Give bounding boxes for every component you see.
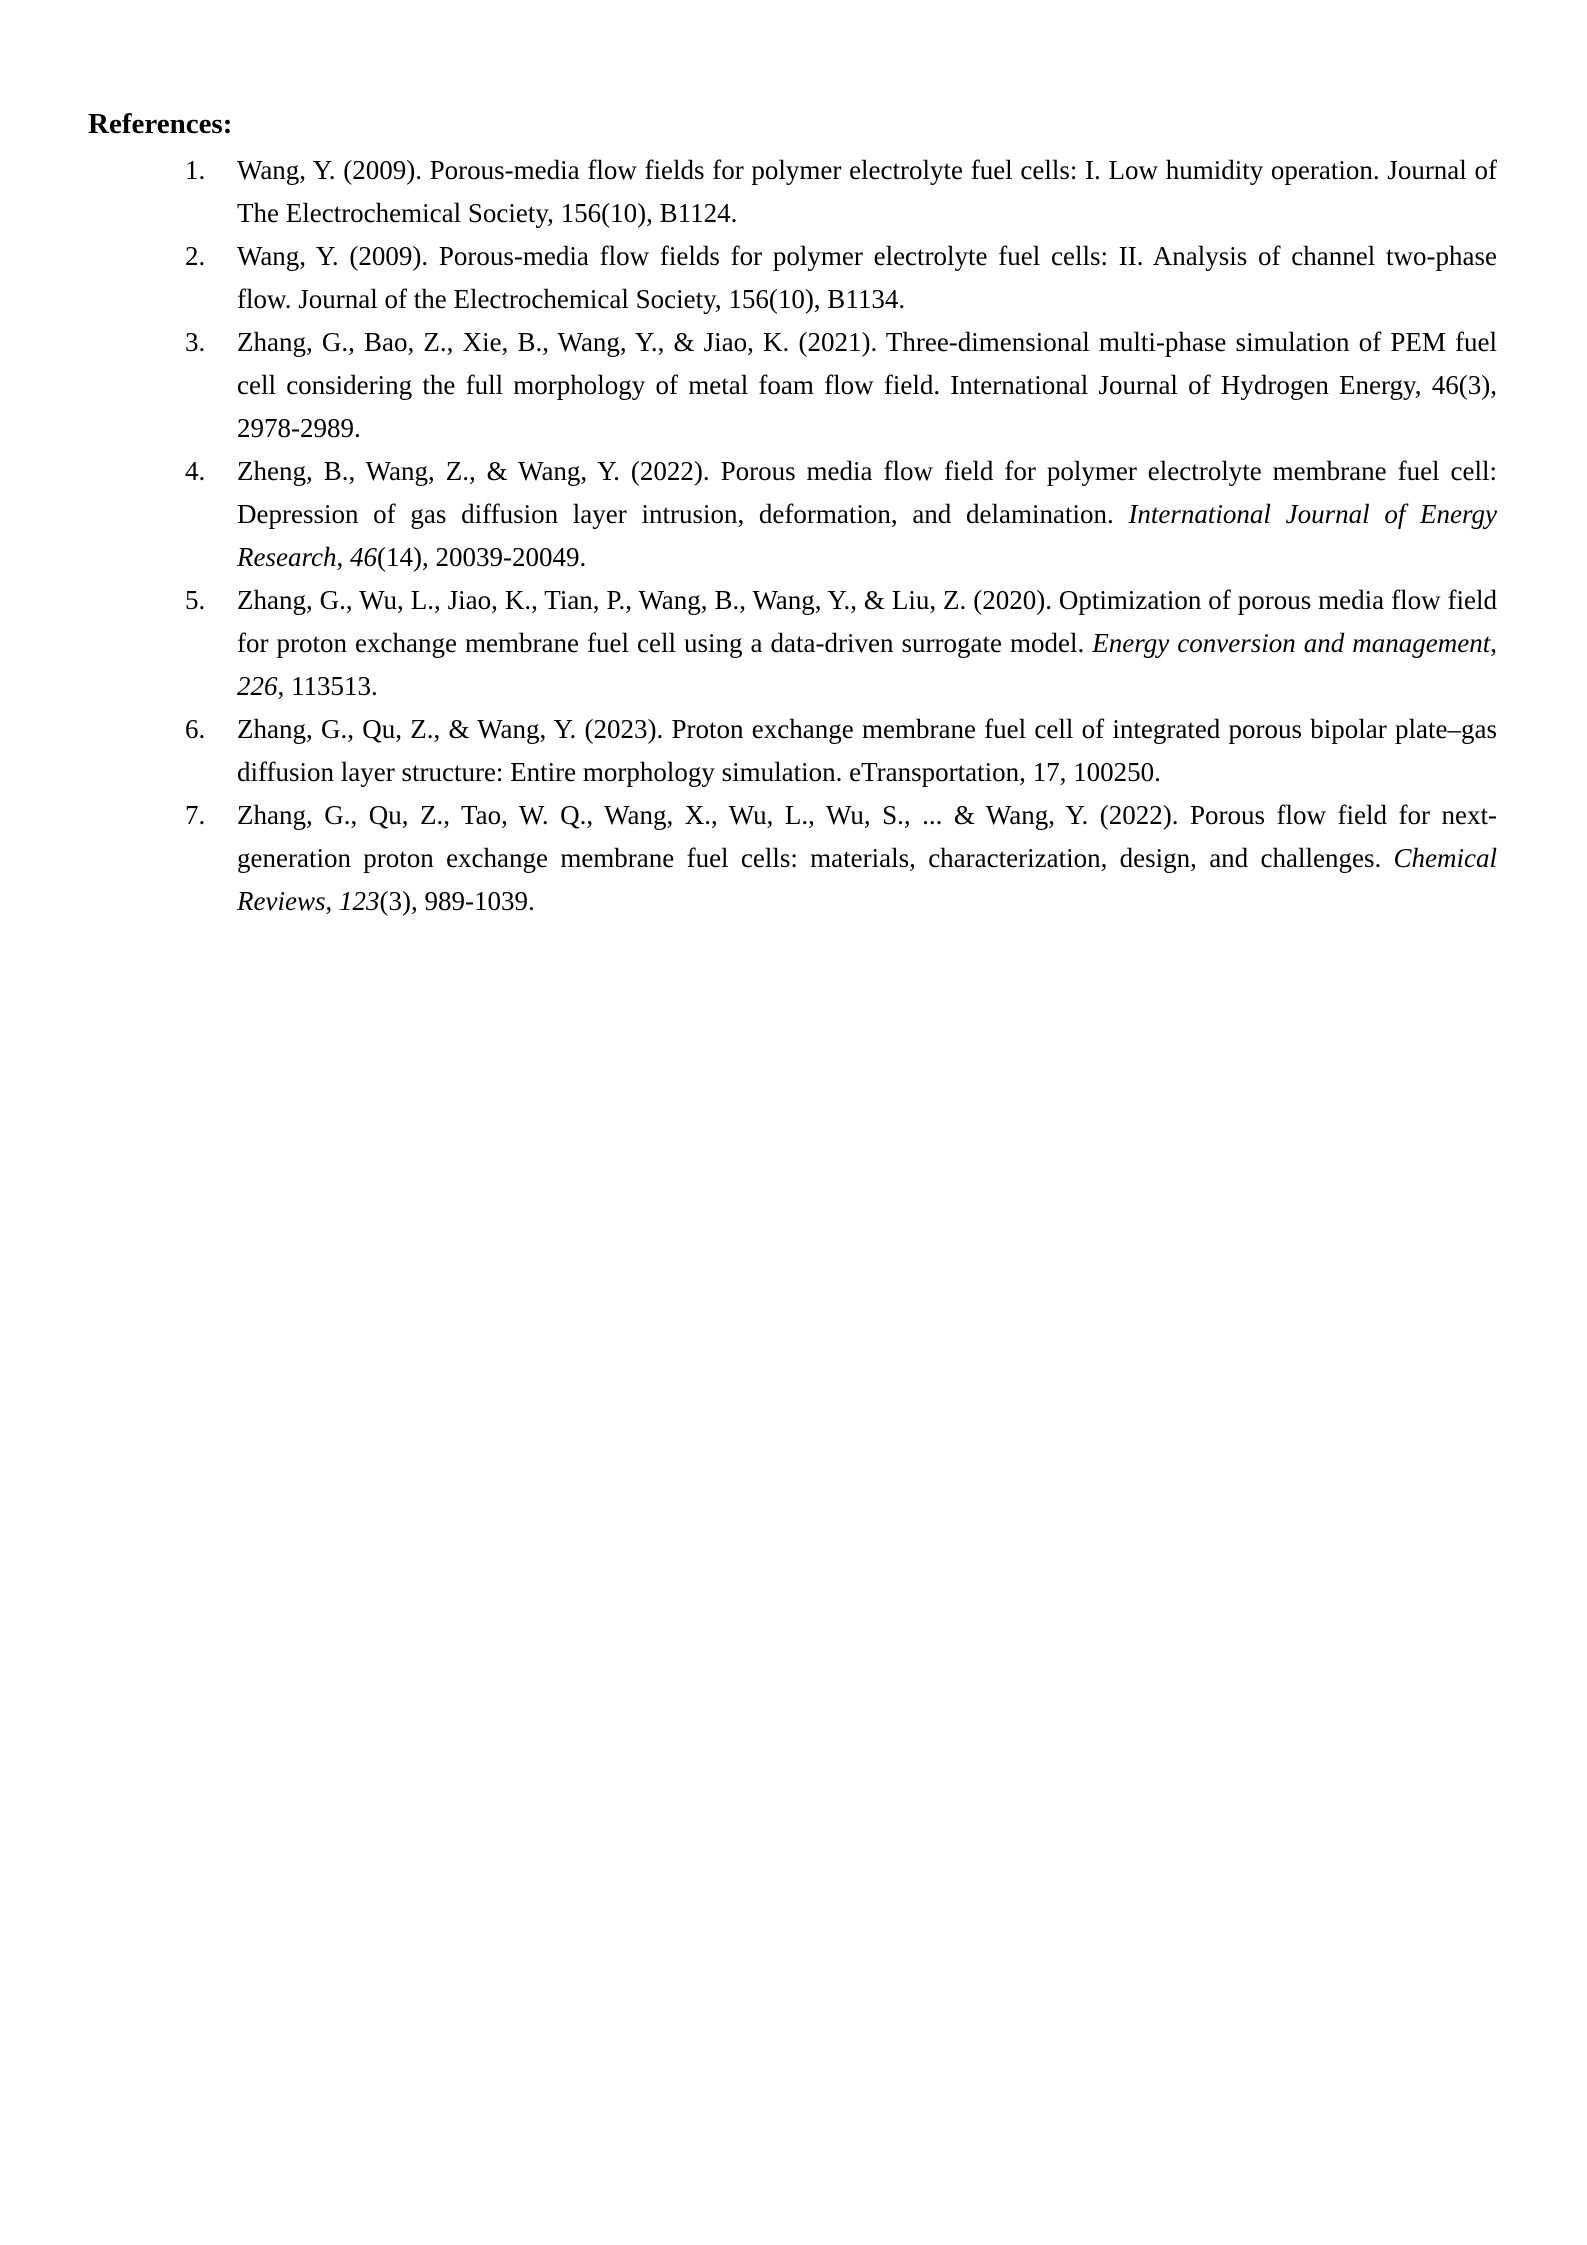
reference-segment: (3), 989-1039.	[379, 886, 535, 916]
references-list	[88, 149, 1497, 923]
reference-segment: Zhang, G., Qu, Z., & Wang, Y. (2023). Proton exchange membrane fuel cell of integrated porous bipolar plate–gas diffusion layer structure: Entire morphology simulation. eTransportation, 17, 100250.	[237, 714, 1497, 787]
reference-segment: ,	[1490, 628, 1497, 658]
reference-segment: ,	[325, 886, 339, 916]
reference-segment-italic: Chemical Reviews	[237, 843, 1497, 916]
reference-number: 2.	[185, 241, 206, 271]
reference-item	[185, 149, 1497, 235]
reference-number: 5.	[185, 585, 206, 615]
reference-segment: , 113513.	[277, 671, 378, 701]
reference-text	[237, 708, 1497, 794]
reference-text	[237, 794, 1497, 923]
reference-number: 7.	[185, 800, 206, 830]
reference-item	[185, 579, 1497, 708]
reference-text	[237, 579, 1497, 708]
reference-item	[185, 321, 1497, 450]
reference-segment: Zhang, G., Bao, Z., Xie, B., Wang, Y., & Jiao, K. (2021). Three-dimensional multi-phase simulation of PEM fuel cell considering the full morphology of metal foam flow field. International Journal of Hydrogen Energy, 46(3), 2978-2989.	[237, 327, 1497, 443]
reference-segment-italic: 123	[338, 886, 380, 916]
reference-text	[237, 450, 1497, 579]
reference-segment-italic: International Journal of Energy Research	[237, 499, 1498, 572]
reference-item	[185, 794, 1497, 923]
reference-number: 1.	[185, 155, 206, 185]
reference-number: 3.	[185, 327, 206, 357]
reference-number: 6.	[185, 714, 206, 744]
reference-text	[237, 149, 1497, 235]
reference-segment: Zheng, B., Wang, Z., & Wang, Y. (2022). Porous media flow field for polymer electrolyte membrane fuel cell: Depression of gas diffusion layer intrusion, deformation, and delamination.	[237, 456, 1497, 529]
reference-text	[237, 321, 1497, 450]
reference-item	[185, 708, 1497, 794]
reference-number: 4.	[185, 456, 206, 486]
reference-item	[185, 235, 1497, 321]
reference-segment: (14), 20039-20049.	[376, 542, 587, 572]
reference-text	[237, 235, 1497, 321]
reference-segment: Wang, Y. (2009). Porous-media flow fields for polymer electrolyte fuel cells: II. Analysis of channel two-phase flow. Journal of the Electrochemical Society, 156(10), B1134.	[237, 241, 1497, 314]
reference-segment-italic: 226	[237, 671, 278, 701]
reference-segment: Zhang, G., Qu, Z., Tao, W. Q., Wang, X., Wu, L., Wu, S., ... & Wang, Y. (2022). Porous flow field for next-generation proton exchange membrane fuel cells: materials, characterization, design, and challenges.	[237, 800, 1497, 873]
reference-segment-italic: 46	[349, 542, 377, 572]
reference-segment: ,	[336, 542, 350, 572]
reference-segment-italic: Energy conversion and management	[1092, 628, 1491, 658]
reference-item	[185, 450, 1497, 579]
reference-segment: Wang, Y. (2009). Porous-media flow fields for polymer electrolyte fuel cells: I. Low humidity operation. Journal of The Electrochemical Society, 156(10), B1124.	[237, 155, 1497, 228]
page-title: References:	[88, 108, 233, 140]
reference-segment: Zhang, G., Wu, L., Jiao, K., Tian, P., Wang, B., Wang, Y., & Liu, Z. (2020). Optimization of porous media flow field for proton exchange membrane fuel cell using a data-driven surrogate model.	[237, 585, 1497, 658]
